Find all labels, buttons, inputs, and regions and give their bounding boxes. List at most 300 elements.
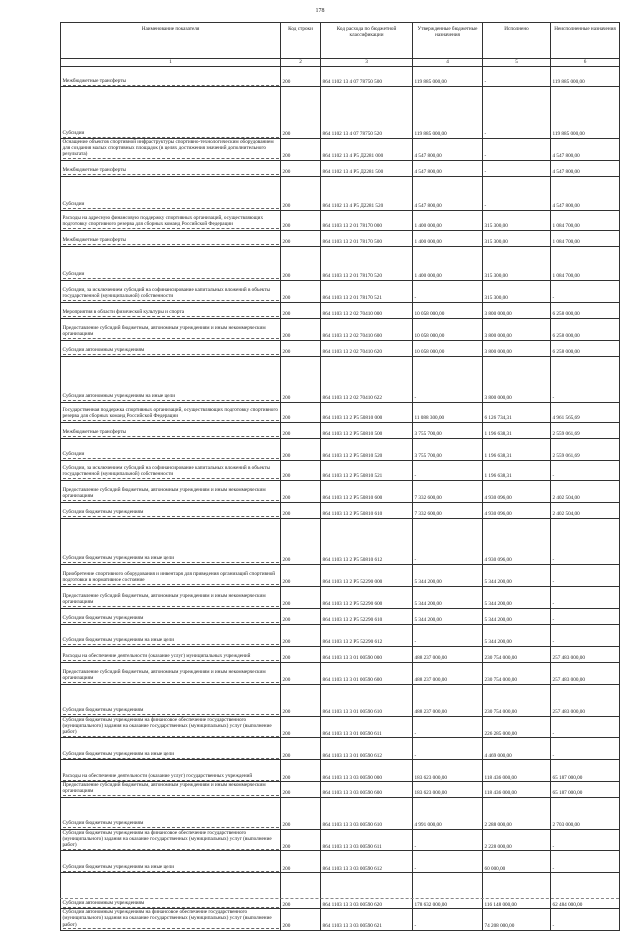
row-approved-cell (413, 782, 483, 797)
row-executed-cell (483, 139, 551, 161)
row-name-text: Расходы на обеспечение деятельности (оказание услуг) государственных учреждений (62, 773, 253, 780)
row-approved-cell (413, 829, 483, 851)
row-budget-code-text: 864 1103 13 2 P5 50810 520 (322, 452, 383, 459)
row-approved-text: 119 885 000,00 (414, 131, 447, 138)
row-unexecuted-text: 4 547 800,00 (552, 152, 580, 159)
row-executed-cell (483, 851, 551, 873)
row-line-code-text: 200 (282, 638, 291, 645)
row-line-code-text: 200 (282, 821, 291, 828)
row-budget-code-cell (321, 716, 413, 738)
row-budget-code-text: 864 1103 13 2 P5 50810 600 (322, 494, 383, 501)
leader-line (63, 795, 279, 796)
row-approved-cell (413, 662, 483, 684)
row-name-text: Субсидии автономным учреждениям (62, 347, 145, 354)
row-line-code-text: 200 (282, 238, 291, 245)
row-executed-cell (483, 176, 551, 210)
row-executed-text: 60 000,00 (484, 865, 506, 872)
row-executed-text: 315 300,00 (484, 238, 508, 245)
table-row (61, 210, 620, 230)
row-name-text: Межбюджетные трансферты (62, 237, 127, 244)
row-unexecuted-cell (551, 502, 620, 518)
table-row (61, 230, 620, 246)
row-approved-cell (413, 318, 483, 340)
leader-line (63, 660, 279, 661)
row-unexecuted-text: - (552, 730, 555, 737)
row-unexecuted-text: 1 084 700,00 (552, 272, 580, 279)
row-name-text: Межбюджетные трансферты (62, 429, 127, 436)
row-budget-code-cell (321, 738, 413, 760)
row-budget-code-cell (321, 909, 413, 931)
row-approved-cell (413, 586, 483, 608)
row-executed-cell (483, 67, 551, 87)
leader-line (63, 928, 279, 929)
row-line-code-text: 200 (282, 222, 291, 229)
row-name-cell (61, 340, 281, 356)
row-approved-cell (413, 646, 483, 662)
leader-line (63, 85, 279, 86)
row-name-text: Предоставление субсидий бюджетным, автономным учреждениям и иным некоммерческим организациям (62, 782, 266, 795)
row-approved-cell (413, 302, 483, 318)
leader-line (63, 584, 279, 585)
row-line-code-text: 200 (282, 202, 291, 209)
row-unexecuted-text: - (552, 865, 555, 872)
row-unexecuted-text: - (552, 394, 555, 401)
row-unexecuted-text: 2 559 061,69 (552, 452, 580, 459)
row-approved-text: 10 058 000,00 (414, 348, 445, 355)
row-executed-text: 4 930 096,00 (484, 556, 512, 563)
row-executed-cell (483, 480, 551, 502)
row-approved-text: 178 632 000,00 (414, 901, 447, 908)
table-row (61, 176, 620, 210)
table-row (61, 422, 620, 438)
row-budget-code-cell (321, 139, 413, 161)
row-line-code-cell (281, 797, 321, 829)
row-name-text: Субсидии (62, 451, 85, 458)
row-budget-code-cell (321, 160, 413, 176)
row-line-code-cell (281, 586, 321, 608)
row-executed-cell (483, 230, 551, 246)
col-number: 3 (321, 59, 413, 67)
leader-line (63, 478, 279, 479)
row-approved-cell (413, 280, 483, 302)
row-unexecuted-text: 4 961 565,69 (552, 414, 580, 421)
leader-line (63, 316, 279, 317)
row-unexecuted-cell (551, 340, 620, 356)
row-executed-text: 118 436 000,00 (484, 789, 517, 796)
row-unexecuted-cell (551, 210, 620, 230)
row-budget-code-cell (321, 246, 413, 280)
row-unexecuted-cell (551, 662, 620, 684)
row-unexecuted-cell (551, 586, 620, 608)
leader-line (63, 436, 279, 437)
row-executed-text: 230 754 000,00 (484, 708, 517, 715)
row-line-code-cell (281, 87, 321, 139)
row-approved-text: - (414, 730, 417, 737)
row-executed-cell (483, 909, 551, 931)
row-approved-text: 3 755 700,00 (414, 452, 442, 459)
table-row (61, 873, 620, 909)
leader-line (63, 208, 279, 209)
row-executed-text: - (484, 79, 487, 86)
table-row (61, 160, 620, 176)
row-executed-text: - (484, 168, 487, 175)
row-line-code-cell (281, 246, 321, 280)
row-name-text: Субсидии (62, 129, 85, 136)
row-approved-text: 183 623 000,00 (414, 789, 447, 796)
leader-line (63, 500, 279, 501)
row-name-text: Субсидии бюджетным учреждениям на финансовое обеспечение государственного (муниципального) задания на оказание государственных (муниципальных) услуг (выполнение работ) (62, 716, 272, 736)
row-executed-cell (483, 684, 551, 716)
row-executed-text: 6 126 734,31 (484, 414, 512, 421)
row-line-code-cell (281, 518, 321, 564)
row-name-cell (61, 302, 281, 318)
row-line-code-text: 200 (282, 272, 291, 279)
row-line-code-cell (281, 829, 321, 851)
row-approved-cell (413, 716, 483, 738)
row-line-code-text: 200 (282, 294, 291, 301)
row-name-text: Субсидии автономным учреждениям (62, 900, 145, 907)
row-executed-text: 230 754 000,00 (484, 676, 517, 683)
col-number: 4 (413, 59, 483, 67)
row-approved-cell (413, 564, 483, 586)
row-unexecuted-cell (551, 356, 620, 402)
row-budget-code-cell (321, 230, 413, 246)
row-approved-text: 4 547 800,00 (414, 202, 442, 209)
table-row (61, 586, 620, 608)
row-budget-code-text: 864 1103 13 2 01 78170 500 (322, 238, 382, 245)
leader-line (63, 420, 279, 421)
row-name-cell (61, 139, 281, 161)
row-unexecuted-text: 6 258 000,00 (552, 348, 580, 355)
row-line-code-cell (281, 139, 321, 161)
row-line-code-text: 200 (282, 152, 291, 159)
row-budget-code-text: 864 1103 13 2 P5 50810 000 (322, 414, 383, 421)
row-unexecuted-cell (551, 760, 620, 782)
row-unexecuted-text: 2 402 504,00 (552, 494, 580, 501)
row-budget-code-text: 864 1103 13 2 01 78170 000 (322, 222, 382, 229)
row-budget-code-cell (321, 356, 413, 402)
row-name-text: Субсидии, за исключением субсидий на софинансирование капитальных вложений в объекты государственной (муниципальной) собственности (62, 465, 270, 478)
row-line-code-cell (281, 909, 321, 931)
row-budget-code-text: 864 1103 13 3 01 00590 612 (322, 752, 382, 759)
row-executed-cell (483, 829, 551, 851)
row-budget-code-text: 864 1103 13 3 03 00590 000 (322, 774, 382, 781)
row-approved-text: 1 400 000,00 (414, 238, 442, 245)
row-line-code-cell (281, 716, 321, 738)
row-executed-text: 1 196 638,31 (484, 430, 512, 437)
page-number: 178 (315, 8, 325, 14)
row-unexecuted-cell (551, 851, 620, 873)
row-name-text: Субсидии бюджетным учреждениям (62, 615, 144, 622)
row-approved-text: - (414, 923, 417, 930)
row-unexecuted-cell (551, 87, 620, 139)
row-unexecuted-text: - (552, 752, 555, 759)
row-line-code-text: 200 (282, 600, 291, 607)
row-executed-text: 116 148 000,00 (484, 901, 517, 908)
row-line-code-cell (281, 422, 321, 438)
row-executed-cell (483, 716, 551, 738)
row-line-code-cell (281, 564, 321, 586)
row-line-code-cell (281, 67, 321, 87)
row-executed-text: - (484, 131, 487, 138)
row-line-code-text: 200 (282, 414, 291, 421)
row-budget-code-cell (321, 797, 413, 829)
row-name-text: Субсидии бюджетным учреждениям (62, 820, 144, 827)
row-approved-text: 7 332 600,00 (414, 494, 442, 501)
table-row (61, 87, 620, 139)
leader-line (63, 827, 279, 828)
row-approved-text: 3 755 700,00 (414, 430, 442, 437)
row-unexecuted-text: 65 187 000,00 (552, 789, 583, 796)
row-budget-code-text: 864 1103 13 3 03 00590 620 (322, 901, 382, 908)
leader-line (63, 228, 279, 229)
row-budget-code-cell (321, 67, 413, 87)
row-unexecuted-text: 6 258 000,00 (552, 332, 580, 339)
row-unexecuted-text: 4 547 800,00 (552, 202, 580, 209)
row-name-cell (61, 230, 281, 246)
row-name-cell (61, 422, 281, 438)
row-budget-code-text: 864 1103 13 3 01 00590 611 (322, 730, 382, 737)
row-approved-cell (413, 422, 483, 438)
row-line-code-cell (281, 280, 321, 302)
row-line-code-text: 200 (282, 676, 291, 683)
row-name-text: Субсидии бюджетным учреждениям на иные цели (62, 555, 174, 562)
row-budget-code-text: 864 1103 13 3 03 00590 600 (322, 789, 382, 796)
row-executed-text: - (484, 202, 487, 209)
row-line-code-text: 200 (282, 131, 291, 138)
leader-line (63, 400, 279, 401)
row-name-cell (61, 684, 281, 716)
row-budget-code-text: 864 1103 13 3 01 00590 600 (322, 676, 382, 683)
row-approved-text: - (414, 472, 417, 479)
row-budget-code-cell (321, 518, 413, 564)
leader-line (63, 606, 279, 607)
row-budget-code-cell (321, 422, 413, 438)
row-executed-cell (483, 646, 551, 662)
row-budget-code-cell (321, 402, 413, 422)
row-executed-text: 3 800 000,00 (484, 348, 512, 355)
row-name-text: Субсидии автономным учреждениям на финансовое обеспечение государственного (муниципального) задания на оказание государственных (муниципальных) услуг (выполнение работ) (62, 909, 272, 928)
row-approved-cell (413, 518, 483, 564)
row-approved-cell (413, 624, 483, 646)
row-approved-text: 4 991 000,00 (414, 821, 442, 828)
leader-line (63, 516, 279, 517)
row-approved-text: 488 237 000,00 (414, 676, 447, 683)
row-name-text: Предоставление субсидий бюджетным, автономным учреждениям и иным некоммерческим организациям (62, 325, 266, 338)
row-budget-code-cell (321, 460, 413, 480)
row-line-code-text: 200 (282, 332, 291, 339)
row-unexecuted-text: - (552, 616, 555, 623)
table-row (61, 608, 620, 624)
row-executed-text: 118 436 000,00 (484, 774, 517, 781)
row-approved-text: - (414, 638, 417, 645)
row-approved-text: - (414, 294, 417, 301)
row-executed-text: 5 344 200,00 (484, 616, 512, 623)
row-budget-code-cell (321, 684, 413, 716)
row-line-code-text: 200 (282, 452, 291, 459)
row-executed-cell (483, 318, 551, 340)
row-unexecuted-text: 2 559 061,69 (552, 430, 580, 437)
row-executed-text: 1 196 638,31 (484, 452, 512, 459)
row-budget-code-cell (321, 176, 413, 210)
row-budget-code-cell (321, 87, 413, 139)
leader-line (63, 871, 279, 872)
row-line-code-cell (281, 502, 321, 518)
row-name-cell (61, 87, 281, 139)
row-budget-code-cell (321, 280, 413, 302)
table-row (61, 318, 620, 340)
row-budget-code-cell (321, 662, 413, 684)
row-budget-code-text: 864 1103 13 2 01 78170 520 (322, 272, 382, 279)
row-line-code-text: 200 (282, 843, 291, 850)
row-executed-cell (483, 502, 551, 518)
row-executed-text: 5 344 200,00 (484, 600, 512, 607)
row-budget-code-text: 864 1102 13 4 P5 Д2281 500 (322, 168, 384, 175)
row-executed-cell (483, 246, 551, 280)
table-row (61, 760, 620, 782)
page-bottom-divider (60, 898, 619, 899)
row-name-text: Субсидии бюджетным учреждениям на иные цели (62, 637, 174, 644)
row-executed-cell (483, 280, 551, 302)
row-name-cell (61, 176, 281, 210)
row-unexecuted-text: 62 484 000,00 (552, 901, 583, 908)
row-budget-code-cell (321, 586, 413, 608)
row-budget-code-text: 864 1103 13 2 02 70410 622 (322, 394, 382, 401)
table-row (61, 402, 620, 422)
row-name-text: Предоставление субсидий бюджетным, автономным учреждениям и иным некоммерческим организациям (62, 487, 266, 500)
row-approved-cell (413, 438, 483, 460)
row-approved-text: 119 885 000,00 (414, 79, 447, 86)
row-budget-code-text: 864 1103 13 2 P5 50810 500 (322, 430, 383, 437)
row-executed-text: 226 285 000,00 (484, 730, 517, 737)
row-unexecuted-cell (551, 160, 620, 176)
row-name-text: Субсидии бюджетным учреждениям (62, 707, 144, 714)
row-name-cell (61, 210, 281, 230)
leader-line (63, 137, 279, 138)
row-line-code-cell (281, 318, 321, 340)
row-approved-text: 488 237 000,00 (414, 708, 447, 715)
row-name-cell (61, 460, 281, 480)
table-row (61, 480, 620, 502)
row-approved-text: - (414, 843, 417, 850)
row-executed-text: 2 228 000,00 (484, 843, 512, 850)
row-executed-text: 230 754 000,00 (484, 654, 517, 661)
leader-line (63, 780, 279, 781)
row-executed-text: 3 800 000,00 (484, 310, 512, 317)
table-row (61, 139, 620, 161)
row-name-text: Субсидии (62, 201, 85, 208)
row-budget-code-text: 864 1103 13 3 01 00590 000 (322, 654, 382, 661)
row-executed-cell (483, 210, 551, 230)
row-budget-code-text: 864 1102 13 4 P5 Д2281 000 (322, 152, 384, 159)
row-executed-cell (483, 518, 551, 564)
row-line-code-text: 200 (282, 708, 291, 715)
row-unexecuted-cell (551, 438, 620, 460)
table-row (61, 246, 620, 280)
row-budget-code-text: 864 1103 13 2 P5 52290 610 (322, 616, 383, 623)
row-name-cell (61, 480, 281, 502)
table-row (61, 797, 620, 829)
row-line-code-cell (281, 684, 321, 716)
row-executed-cell (483, 873, 551, 909)
row-approved-cell (413, 356, 483, 402)
row-approved-cell (413, 460, 483, 480)
row-name-text: Субсидии бюджетным учреждениям (62, 509, 144, 516)
row-unexecuted-cell (551, 738, 620, 760)
leader-line (63, 300, 279, 301)
row-name-cell (61, 280, 281, 302)
row-executed-text: 4 930 096,00 (484, 510, 512, 517)
row-approved-cell (413, 87, 483, 139)
row-unexecuted-cell (551, 782, 620, 797)
row-budget-code-cell (321, 624, 413, 646)
row-unexecuted-text: - (552, 578, 555, 585)
header-row (61, 23, 620, 59)
row-budget-code-cell (321, 782, 413, 797)
row-unexecuted-text: 119 885 000,00 (552, 79, 585, 86)
budget-execution-table (60, 22, 620, 931)
row-approved-text: - (414, 865, 417, 872)
row-executed-cell (483, 760, 551, 782)
row-line-code-text: 200 (282, 789, 291, 796)
table-row (61, 851, 620, 873)
row-line-code-cell (281, 662, 321, 684)
row-unexecuted-cell (551, 909, 620, 931)
leader-line (63, 158, 279, 159)
row-name-cell (61, 738, 281, 760)
row-approved-cell (413, 797, 483, 829)
col-header-budget-code: Код расхода по бюджетной классификации (321, 23, 413, 59)
row-name-text: Приобретение спортивного оборудования и инвентаря для приведения организаций спортивной подготовки в нормативное состояние (62, 571, 276, 584)
row-name-text: Субсидии бюджетным учреждениям на финансовое обеспечение государственного (муниципального) задания на оказание государственных (муниципальных) услуг (выполнение работ) (62, 829, 272, 849)
row-budget-code-cell (321, 608, 413, 624)
row-line-code-text: 200 (282, 865, 291, 872)
table-row (61, 340, 620, 356)
row-line-code-text: 200 (282, 168, 291, 175)
row-budget-code-cell (321, 318, 413, 340)
row-line-code-text: 200 (282, 472, 291, 479)
row-approved-cell (413, 873, 483, 909)
row-budget-code-text: 864 1103 13 3 03 00590 611 (322, 843, 382, 850)
row-executed-text: 4 930 096,00 (484, 494, 512, 501)
row-name-cell (61, 873, 281, 909)
row-unexecuted-cell (551, 280, 620, 302)
row-budget-code-text: 864 1103 13 2 P5 50810 521 (322, 472, 383, 479)
row-approved-cell (413, 502, 483, 518)
row-executed-cell (483, 662, 551, 684)
leader-line (63, 354, 279, 355)
row-budget-code-text: 864 1103 13 3 03 00590 610 (322, 821, 382, 828)
row-unexecuted-cell (551, 302, 620, 318)
row-unexecuted-cell (551, 518, 620, 564)
row-budget-code-cell (321, 851, 413, 873)
leader-line (63, 562, 279, 563)
row-unexecuted-text: 257 483 000,00 (552, 676, 585, 683)
row-unexecuted-cell (551, 318, 620, 340)
row-name-cell (61, 646, 281, 662)
table-row (61, 782, 620, 797)
row-budget-code-text: 864 1103 13 2 01 78170 521 (322, 294, 382, 301)
col-number: 1 (61, 59, 281, 67)
row-unexecuted-text: - (552, 923, 555, 930)
row-budget-code-text: 864 1102 13 4 07 78750 500 (322, 79, 382, 86)
row-name-cell (61, 851, 281, 873)
table-row (61, 518, 620, 564)
row-line-code-text: 200 (282, 752, 291, 759)
row-unexecuted-cell (551, 797, 620, 829)
row-executed-cell (483, 460, 551, 480)
row-line-code-cell (281, 480, 321, 502)
